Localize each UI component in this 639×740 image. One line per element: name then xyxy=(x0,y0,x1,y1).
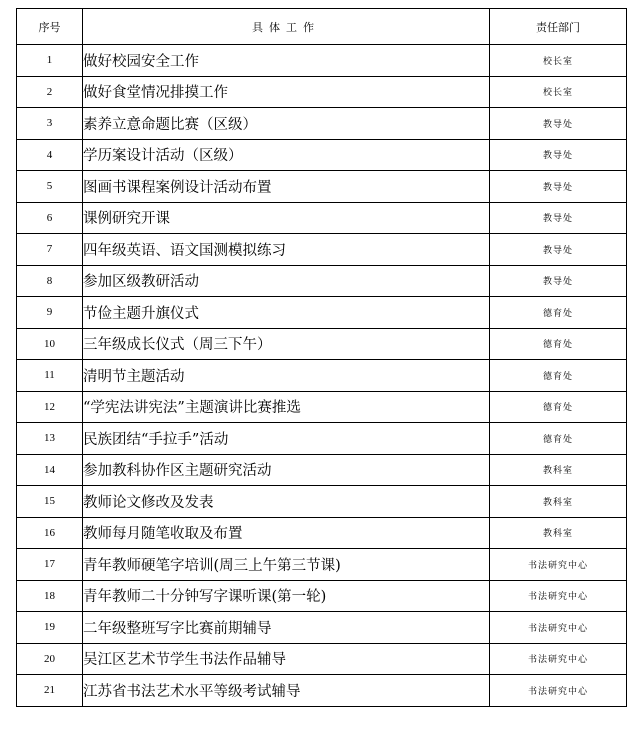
row-task: 教师论文修改及发表 xyxy=(83,486,490,518)
row-task: “学宪法讲宪法”主题演讲比赛推选 xyxy=(83,391,490,423)
row-department: 书法研究中心 xyxy=(490,549,627,581)
row-number: 1 xyxy=(17,45,83,77)
row-number: 7 xyxy=(17,234,83,266)
row-task: 清明节主题活动 xyxy=(83,360,490,392)
table-row xyxy=(17,234,627,266)
row-task: 做好食堂情况排摸工作 xyxy=(83,76,490,108)
table-row xyxy=(17,643,627,675)
row-number: 11 xyxy=(17,360,83,392)
row-number: 13 xyxy=(17,423,83,455)
row-task: 三年级成长仪式（周三下午） xyxy=(83,328,490,360)
row-department: 教导处 xyxy=(490,171,627,203)
row-task: 节俭主题升旗仪式 xyxy=(83,297,490,329)
row-department: 书法研究中心 xyxy=(490,612,627,644)
row-number: 18 xyxy=(17,580,83,612)
header-department: 责任部门 xyxy=(490,9,627,45)
row-task: 青年教师硬笔字培训(周三上午第三节课) xyxy=(83,549,490,581)
table-row xyxy=(17,675,627,707)
row-number: 19 xyxy=(17,612,83,644)
table-row xyxy=(17,328,627,360)
row-department: 德育处 xyxy=(490,328,627,360)
row-department: 书法研究中心 xyxy=(490,580,627,612)
row-department: 德育处 xyxy=(490,297,627,329)
table-row xyxy=(17,391,627,423)
row-number: 9 xyxy=(17,297,83,329)
table-row xyxy=(17,45,627,77)
row-task: 江苏省书法艺术水平等级考试辅导 xyxy=(83,675,490,707)
row-task: 学历案设计活动（区级） xyxy=(83,139,490,171)
row-task: 民族团结“手拉手”活动 xyxy=(83,423,490,455)
table-row xyxy=(17,139,627,171)
row-number: 21 xyxy=(17,675,83,707)
row-department: 教导处 xyxy=(490,202,627,234)
row-task: 做好校园安全工作 xyxy=(83,45,490,77)
row-task: 二年级整班写字比赛前期辅导 xyxy=(83,612,490,644)
table-row xyxy=(17,486,627,518)
header-task: 具体工作 xyxy=(83,9,490,45)
table-row xyxy=(17,297,627,329)
table-row xyxy=(17,265,627,297)
row-department: 书法研究中心 xyxy=(490,675,627,707)
row-number: 12 xyxy=(17,391,83,423)
row-department: 教导处 xyxy=(490,234,627,266)
row-department: 校长室 xyxy=(490,76,627,108)
row-number: 15 xyxy=(17,486,83,518)
row-department: 校长室 xyxy=(490,45,627,77)
row-task: 参加区级教研活动 xyxy=(83,265,490,297)
row-number: 5 xyxy=(17,171,83,203)
row-number: 6 xyxy=(17,202,83,234)
row-task: 课例研究开课 xyxy=(83,202,490,234)
row-number: 2 xyxy=(17,76,83,108)
table-body xyxy=(17,45,627,707)
row-department: 德育处 xyxy=(490,423,627,455)
work-table xyxy=(16,8,627,707)
table-row xyxy=(17,423,627,455)
row-number: 3 xyxy=(17,108,83,140)
table-row xyxy=(17,517,627,549)
row-number: 17 xyxy=(17,549,83,581)
row-number: 4 xyxy=(17,139,83,171)
row-department: 德育处 xyxy=(490,391,627,423)
row-number: 20 xyxy=(17,643,83,675)
row-task: 四年级英语、语文国测模拟练习 xyxy=(83,234,490,266)
row-department: 教科室 xyxy=(490,517,627,549)
table-row xyxy=(17,549,627,581)
row-department: 教导处 xyxy=(490,265,627,297)
row-task: 参加教科协作区主题研究活动 xyxy=(83,454,490,486)
table-row xyxy=(17,202,627,234)
row-department: 德育处 xyxy=(490,360,627,392)
table-row xyxy=(17,76,627,108)
header-number: 序号 xyxy=(17,9,83,45)
table-row xyxy=(17,612,627,644)
row-task: 吴江区艺术节学生书法作品辅导 xyxy=(83,643,490,675)
table-row xyxy=(17,454,627,486)
row-department: 教科室 xyxy=(490,486,627,518)
row-task: 图画书课程案例设计活动布置 xyxy=(83,171,490,203)
table-row xyxy=(17,360,627,392)
header-row xyxy=(17,9,627,45)
table-row xyxy=(17,580,627,612)
row-department: 教导处 xyxy=(490,108,627,140)
row-department: 书法研究中心 xyxy=(490,643,627,675)
row-number: 10 xyxy=(17,328,83,360)
row-department: 教导处 xyxy=(490,139,627,171)
row-department: 教科室 xyxy=(490,454,627,486)
row-task: 教师每月随笔收取及布置 xyxy=(83,517,490,549)
table-row xyxy=(17,171,627,203)
row-task: 青年教师二十分钟写字课听课(第一轮) xyxy=(83,580,490,612)
row-number: 16 xyxy=(17,517,83,549)
row-number: 14 xyxy=(17,454,83,486)
row-task: 素养立意命题比赛（区级） xyxy=(83,108,490,140)
table-row xyxy=(17,108,627,140)
row-number: 8 xyxy=(17,265,83,297)
